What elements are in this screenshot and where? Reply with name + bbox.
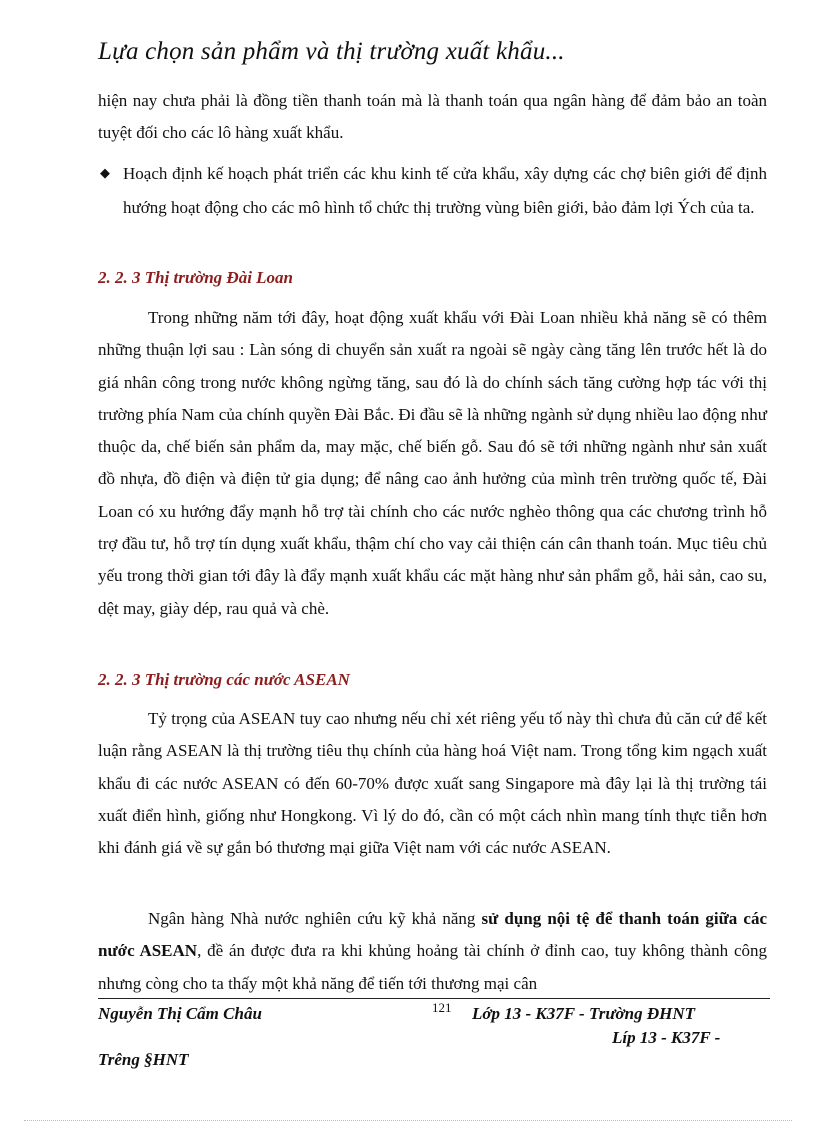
asean-paragraph-2-end: , đề án được đưa ra khi khủng hoảng tài chính ở đỉnh cao, tuy không thành công nhưng còng cho ta thấy một khả năng để tiến tới thương mại cân — [98, 941, 767, 993]
footer-class-info: Lớp 13 - K37F - Trường ĐHNT — [472, 1004, 695, 1023]
asean-paragraph-1: Tỷ trọng của ASEAN tuy cao nhưng nếu chỉ xét riêng yếu tố này thì chưa đủ căn cứ để kết luận rằng ASEAN là thị trường tiêu thụ chính của hàng hoá Việt nam. Trong tổng kim ngạch xuất khẩu đi các nước ASEAN có đến 60-70% được xuất sang Singapore mà đây lại là thị trường tái xuất điển hình, giống như Hongkong. Vì lý do đó, cần có một cách nhìn mang tính thực tiễn hơn khi đánh giá về sự gắn bó thương mại giữa Việt nam với các nước ASEAN. — [98, 709, 767, 858]
section-heading-taiwan: 2. 2. 3 Thị trường Đài Loan — [98, 268, 294, 287]
bullet-item — [98, 157, 767, 225]
footer-divider — [98, 998, 770, 999]
asean-paragraph-2-start: Ngân hàng Nhà nước nghiên cứu kỹ khả năng — [148, 909, 482, 928]
intro-paragraph: hiện nay chưa phải là đồng tiền thanh toán mà là thanh toán qua ngân hàng để đảm bảo an toàn tuyệt đối cho các lô hàng xuất khẩu. — [98, 91, 767, 143]
asean-paragraph-2 — [98, 903, 767, 1000]
page-number: 121 — [432, 1000, 452, 1015]
running-header-title: Lựa chọn sản phẩm và thị trường xuất khẩu... — [98, 38, 565, 65]
footer-school-garbled: Trêng §HNT — [98, 1050, 189, 1069]
section-heading-asean: 2. 2. 3 Thị trường các nước ASEAN — [98, 670, 350, 689]
taiwan-paragraph: Trong những năm tới đây, hoạt động xuất khẩu với Đài Loan nhiều khả năng sẽ có thêm những thuận lợi sau : Làn sóng di chuyển sản xuất ra ngoài sẽ ngày càng tăng lên trước hết là do giá nhân công trong nước không ngừng tăng, sau đó là do chính sách tăng cường hợp tác với thị trường phía Nam của chính quyền Đài Bắc. Đi đầu sẽ là những ngành sử dụng nhiều lao động như thuộc da, chế biến sản phẩm da, may mặc, chế biến gỗ. Sau đó sẽ tới những ngành như sản xuất đồ nhựa, đồ điện và điện tử gia dụng; để nâng cao ảnh hưởng của mình trên trường quốc tế, Đài Loan có xu hướng đẩy mạnh hỗ trợ tài chính cho các nước nghèo thông qua các chương trình hỗ trợ đầu tư, hỗ trợ tín dụng xuất khẩu, thậm chí cho vay cải thiện cán cân thanh toán. Mục tiêu chủ yếu trong thời gian tới đây là đẩy mạnh xuất khẩu các mặt hàng như sản phẩm gỗ, hải sản, cao su, dệt may, giày dép, rau quả và chè. — [98, 308, 767, 618]
page-bottom-edge — [24, 1120, 792, 1121]
bullet-text: Hoạch định kế hoạch phát triển các khu kinh tế cửa khẩu, xây dựng các chợ biên giới để định hướng hoạt động cho các mô hình tổ chức thị trường vùng biên giới, bảo đảm lợi Ých của ta. — [123, 164, 767, 217]
diamond-bullet-icon: ◆ — [100, 166, 110, 181]
asean-paragraph-2-bold: sử dụng nội tệ để thanh toán giữa các nước ASEAN — [98, 909, 767, 961]
footer-author: Nguyễn Thị Cẩm Châu — [98, 1004, 262, 1023]
footer-class-info-garbled: Líp 13 - K37F - — [612, 1028, 721, 1047]
